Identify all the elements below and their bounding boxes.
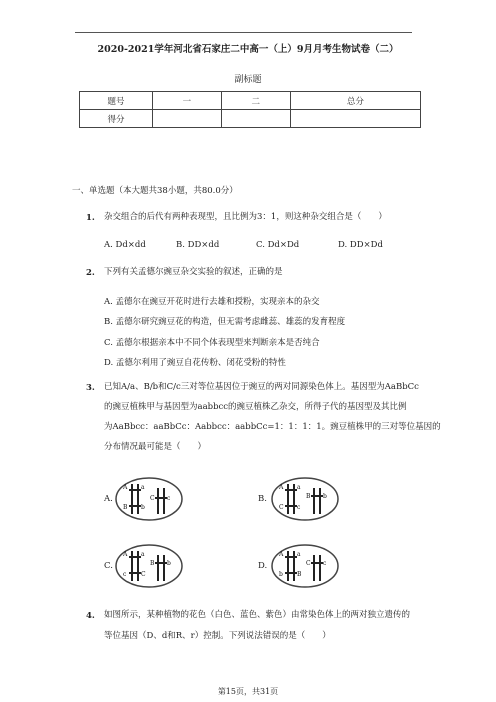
chromosome-diagram-c <box>114 543 184 589</box>
page-footer: 第15页，共31页 <box>217 687 279 696</box>
option-c-label: C. <box>104 561 113 571</box>
score-cell <box>153 110 222 128</box>
svg-text:a: a <box>297 484 301 491</box>
option-d-label: D. <box>258 561 268 571</box>
svg-text:B: B <box>297 571 302 578</box>
option-d: D. 孟德尔利用了豌豆自花传粉、闭花受粉的特性 <box>104 358 286 368</box>
svg-text:A: A <box>279 484 284 491</box>
question-number: 1. <box>86 213 95 223</box>
svg-text:C: C <box>306 560 311 567</box>
svg-text:b: b <box>141 504 145 511</box>
chromosome-diagram-b <box>270 476 340 522</box>
svg-text:a: a <box>141 551 145 558</box>
score-header-cell: 总分 <box>290 92 420 110</box>
svg-text:A: A <box>279 551 284 558</box>
svg-text:b: b <box>279 571 283 578</box>
question-number: 2. <box>86 268 95 278</box>
question-number: 3. <box>86 383 95 393</box>
option-b-label: B. <box>258 494 267 504</box>
question-text-line: 等位基因（D、d和R、r）控制。下列说法错误的是（ ） <box>104 631 331 641</box>
score-header-cell: 一 <box>153 92 222 110</box>
option-a: A. Dd×dd <box>104 240 146 250</box>
question-text-line: 分布情况最可能是（ ） <box>104 442 207 452</box>
svg-text:b: b <box>323 493 327 500</box>
option-a: A. 孟德尔在豌豆开花时进行去雄和授粉，实现亲本的杂交 <box>104 297 320 307</box>
svg-text:C: C <box>141 571 146 578</box>
question-text-line: 为AaBbcc：aaBbCc：Aabbcc：aabbCc=1：1：1：1。豌豆植株甲的三对等位基因的 <box>104 422 441 432</box>
chromosome-diagram-d <box>270 543 340 589</box>
score-header-cell: 二 <box>221 92 290 110</box>
option-c: C. 孟德尔根据亲本中不同个体表现型来判断亲本是否纯合 <box>104 338 320 348</box>
question-text: 下列有关孟德尔豌豆杂交实验的叙述，正确的是 <box>104 267 283 277</box>
score-header-cell: 题号 <box>80 92 153 110</box>
score-cell <box>290 110 420 128</box>
svg-text:C: C <box>279 504 284 511</box>
header-rule <box>75 32 412 33</box>
svg-text:a: a <box>141 484 145 491</box>
svg-text:C: C <box>150 495 155 502</box>
question-text-line: 如图所示，某种植物的花色（白色、蓝色、紫色）由常染色体上的两对独立遗传的 <box>104 610 411 620</box>
score-cell <box>221 110 290 128</box>
svg-text:c: c <box>167 495 171 502</box>
option-c: C. Dd×Dd <box>256 240 300 250</box>
svg-text:A: A <box>123 484 128 491</box>
page-title: 2020-2021学年河北省石家庄二中高一（上）9月月考生物试卷（二） <box>97 44 399 55</box>
page-subtitle: 副标题 <box>234 75 262 85</box>
score-table <box>79 91 421 128</box>
option-b: B. 孟德尔研究豌豆花的构造，但无需考虑雌蕊、雄蕊的发育程度 <box>104 317 346 327</box>
svg-text:b: b <box>167 560 171 567</box>
svg-text:c: c <box>323 560 327 567</box>
svg-text:B: B <box>123 504 128 511</box>
option-b: B. DD×dd <box>176 240 220 250</box>
section-title: 一、单选题（本大题共38小题，共80.0分） <box>72 186 238 196</box>
question-text-line: 的豌豆植株甲与基因型为aabbcc的豌豆植株乙杂交，所得子代的基因型及其比例 <box>104 402 407 412</box>
svg-text:A: A <box>123 551 128 558</box>
svg-text:c: c <box>123 571 127 578</box>
svg-text:a: a <box>297 551 301 558</box>
score-table-row <box>80 110 421 128</box>
score-table-header-row <box>80 92 421 110</box>
question-text: 杂交组合的后代有两种表现型，且比例为3：1，则这种杂交组合是（ ） <box>104 212 387 222</box>
question-text-line: 已知A/a、B/b和C/c三对等位基因位于豌豆的两对同源染色体上。基因型为AaBbCc <box>104 382 419 392</box>
question-number: 4. <box>86 611 95 621</box>
svg-text:B: B <box>150 560 155 567</box>
option-d: D. DD×Dd <box>338 240 383 250</box>
svg-text:c: c <box>297 504 301 511</box>
score-row-label: 得分 <box>80 110 153 128</box>
svg-text:B: B <box>306 493 311 500</box>
option-a-label: A. <box>104 494 113 504</box>
chromosome-diagram-a <box>114 476 184 522</box>
